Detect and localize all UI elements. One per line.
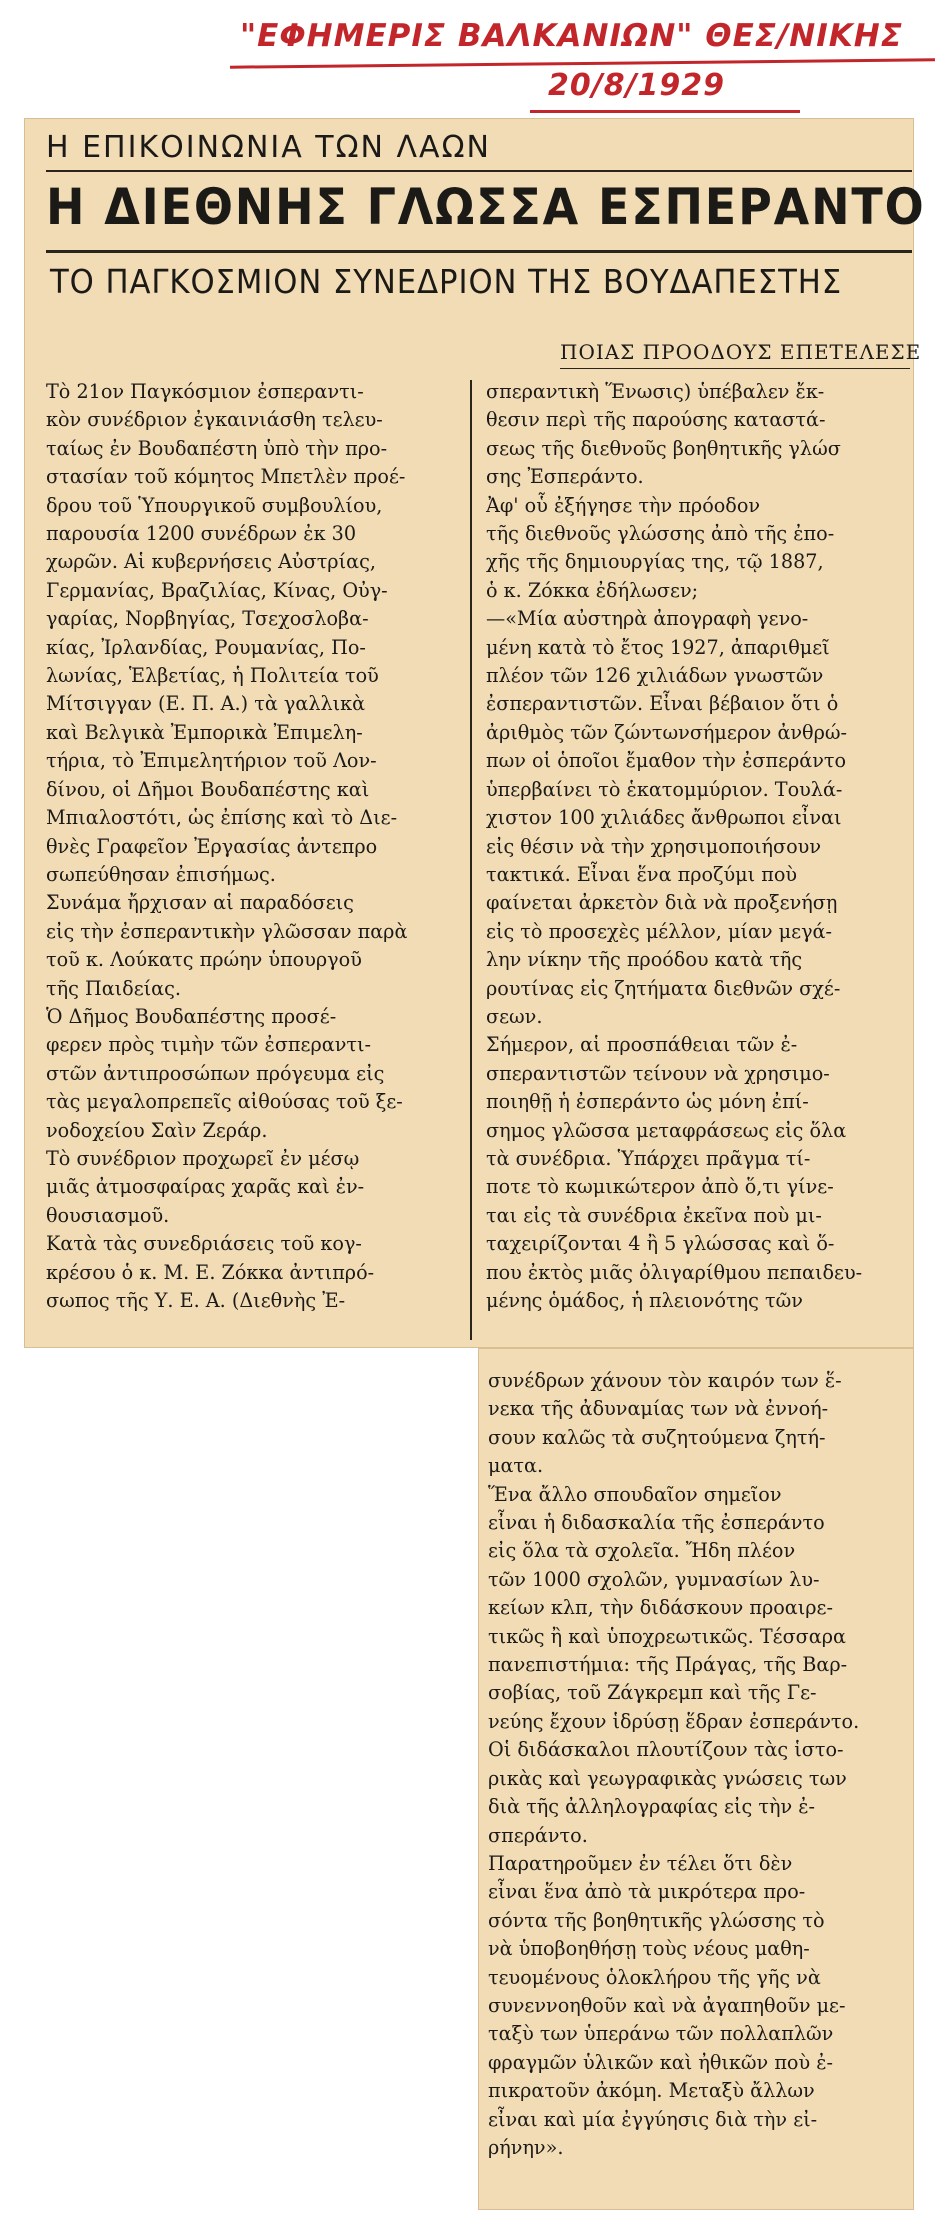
text-line: φερεν πρὸς τιμὴν τῶν ἐσπεραντι-	[46, 1033, 372, 1057]
text-line: εἰς τὸ προσεχὲς μέλλον, μίαν μεγά-	[486, 919, 833, 943]
text-line: σπεραντικὴ Ἕνωσις) ὑπέβαλεν ἔκ-	[486, 380, 825, 403]
text-line: σωπεύθησαν ἐπισήμως.	[46, 862, 276, 886]
text-line: ποτε τὸ κωμικώτερον ἀπὸ ὅ,τι γίνε-	[486, 1175, 834, 1199]
article-column-3	[488, 1367, 908, 2162]
text-line: Τὸ 21ον Παγκόσμιον ἐσπεραντι-	[46, 380, 364, 403]
text-line: εἰς τὴν ἐσπεραντικὴν γλῶσσαν παρὰ	[46, 919, 408, 943]
text-line: σεων.	[486, 1004, 543, 1028]
text-line: Τὸ συνέδριον προχωρεῖ ἐν μέσῳ	[46, 1146, 360, 1170]
text-line: σουν καλῶς τὰ συζητούμενα ζητή-	[488, 1425, 826, 1449]
article-column-1	[46, 378, 456, 1315]
text-line: τῆς Παιδείας.	[46, 976, 181, 1000]
text-line: εἶναι ἕνα ἀπὸ τὰ μικρότερα προ-	[488, 1880, 806, 1904]
text-line: ὑπερβαίνει τὸ ἑκατομμύριον. Τουλά-	[486, 777, 843, 801]
text-line: μιᾶς ἀτμοσφαίρας χαρᾶς καὶ ἐν-	[46, 1175, 365, 1199]
text-line: σης Ἐσπεράντο.	[486, 465, 644, 489]
text-line: Κατὰ τὰς συνεδριάσεις τοῦ κογ-	[46, 1232, 362, 1256]
text-line: παρουσία 1200 συνέδρων ἐκ 30	[46, 522, 357, 546]
text-line: κίας, Ἰρλανδίας, Ρουμανίας, Πο-	[46, 635, 366, 659]
text-line: στασίαν τοῦ κόμητος Μπετλὲν προέ-	[46, 465, 406, 489]
section-rule	[560, 368, 910, 369]
text-line: ταξὺ των ὑπεράνω τῶν πολλαπλῶν	[488, 2022, 834, 2046]
text-line: πων οἱ ὁποῖοι ἔμαθον τὴν ἐσπεράντο	[486, 749, 847, 773]
text-line: τὰ συνέδρια. Ὑπάρχει πρᾶγμα τί-	[486, 1146, 811, 1170]
text-line: ται εἰς τὰ συνέδρια ἐκεῖνα ποὺ μι-	[486, 1203, 822, 1227]
text-line: γαρίας, Νορβηγίας, Τσεχοσλοβα-	[46, 607, 369, 631]
text-line: ματα.	[488, 1454, 544, 1478]
text-line: τῶν 1000 σχολῶν, γυμνασίων λυ-	[488, 1567, 820, 1591]
text-line: εἶναι καὶ μία ἐγγύησις διὰ τὴν εἰ-	[488, 2107, 818, 2131]
text-line: συνεννοηθοῦν καὶ νὰ ἀγαπηθοῦν με-	[488, 1993, 846, 2017]
text-line: Σήμερον, αἱ προσπάθειαι τῶν ἐ-	[486, 1033, 798, 1057]
text-line: τικῶς ἢ καὶ ὑποχρεωτικῶς. Τέσσαρα	[488, 1624, 846, 1648]
kicker-rule	[46, 170, 912, 172]
text-line: κὸν συνέδριον ἐγκαινιάσθη τελευ-	[46, 408, 383, 432]
text-line: χῆς τῆς δημιουργίας της, τῷ 1887,	[486, 550, 824, 574]
text-line: που ἐκτὸς μιᾶς ὀλιγαρίθμου πεπαιδευ-	[486, 1260, 863, 1284]
text-line: σεως τῆς διεθνοῦς βοηθητικῆς γλώσ	[486, 436, 841, 460]
article-subheadline: ΤΟ ΠΑΓΚΟΣΜΙΟΝ ΣΥΝΕΔΡΙΟΝ ΤΗΣ ΒΟΥΔΑΠΕΣΤΗΣ	[50, 262, 843, 301]
text-line: σπεραντιστῶν τείνουν νὰ χρησιμο-	[486, 1061, 830, 1085]
text-line: Συνάμα ἤρχισαν αἱ παραδόσεις	[46, 891, 354, 915]
article-headline: Η ΔΙΕΘΝΗΣ ΓΛΩΣΣΑ ΕΣΠΕΡΑΝΤΟ	[46, 178, 926, 236]
text-line: διὰ τῆς ἀλληλογραφίας εἰς τὴν ἐ-	[488, 1795, 816, 1819]
text-line: ταχειρίζονται 4 ἢ 5 γλώσσας καὶ ὅ-	[486, 1232, 835, 1256]
date-annotation: 20/8/1929	[548, 68, 726, 103]
headline-rule	[46, 250, 912, 253]
text-line: ἐσπεραντιστῶν. Εἶναι βέβαιον ὅτι ὁ	[486, 692, 839, 716]
text-line: τήρια, τὸ Ἐπιμελητήριον τοῦ Λον-	[46, 749, 377, 773]
text-line: νοδοχείου Σαὶν Ζεράρ.	[46, 1118, 268, 1142]
text-line: ρουτίνας εἰς ζητήματα διεθνῶν σχέ-	[486, 976, 841, 1000]
text-line: ταίως ἐν Βουδαπέστη ὑπὸ τὴν προ-	[46, 436, 388, 460]
text-line: θνὲς Γραφεῖον Ἐργασίας ἀντεπρο	[46, 834, 378, 858]
text-line: κείων κλπ, τὴν διδάσκουν προαιρε-	[488, 1596, 833, 1620]
text-line: τῆς διεθνοῦς γλώσσης ἀπὸ τῆς ἐπο-	[486, 522, 835, 546]
text-line: χωρῶν. Αἱ κυβερνήσεις Αὐστρίας,	[46, 550, 376, 574]
text-line: πικρατοῦν ἀκόμη. Μεταξὺ ἄλλων	[488, 2079, 815, 2103]
text-line: λην νίκην τῆς προόδου κατὰ τῆς	[486, 948, 803, 972]
text-line: κρέσου ὁ κ. Μ. Ε. Ζόκκα ἀντιπρό-	[46, 1260, 375, 1284]
text-line: μένης ὁμάδος, ἡ πλειονότης τῶν	[486, 1289, 803, 1312]
text-line: συνέδρων χάνουν τὸν καιρόν των ἕ-	[488, 1369, 842, 1392]
text-line: καὶ Βελγικὰ Ἐμπορικὰ Ἐπιμελη-	[46, 720, 363, 744]
text-line: ρικὰς καὶ γεωγραφικὰς γνώσεις των	[488, 1766, 847, 1790]
text-line: δρου τοῦ Ὑπουργικοῦ συμβουλίου,	[46, 493, 383, 517]
text-line: λωνίας, Ἑλβετίας, ἡ Πολιτεία τοῦ	[46, 664, 379, 688]
text-line: φαίνεται ἀρκετὸν διὰ νὰ προξενήσῃ	[486, 891, 838, 915]
text-line: εἰς ὅλα τὰ σχολεῖα. Ἤδη πλέον	[488, 1539, 796, 1563]
text-line: εἶναι ἡ διδασκαλία τῆς ἐσπεράντο	[488, 1511, 825, 1535]
text-line: τὰς μεγαλοπρεπεῖς αἰθούσας τοῦ ξε-	[46, 1090, 403, 1114]
date-underline	[530, 110, 800, 113]
section-title: ΠΟΙΑΣ ΠΡΟΟΔΟΥΣ ΕΠΕΤΕΛΕΣΕ	[560, 340, 922, 364]
text-line: ἀριθμὸς τῶν ζώντωνσήμερον ἀνθρώ-	[486, 720, 848, 744]
source-annotation: "ΕΦΗΜΕΡΙΣ ΒΑΛΚΑΝΙΩΝ" ΘΕΣ/ΝΙΚΗΣ	[240, 18, 903, 54]
text-line: χιστον 100 χιλιάδες ἄνθρωποι εἶναι	[486, 806, 842, 830]
text-line: ὁ κ. Ζόκκα ἐδήλωσεν;	[486, 578, 699, 602]
text-line: Μίτσιγγαν (Ε. Π. Α.) τὰ γαλλικὰ	[46, 692, 366, 716]
text-line: τευομένους ὁλοκλήρου τῆς γῆς νὰ	[488, 1965, 821, 1989]
text-line: σπεράντο.	[488, 1823, 588, 1847]
text-line: Γερμανίας, Βραζιλίας, Κίνας, Οὐγ-	[46, 578, 388, 602]
text-line: Παρατηροῦμεν ἐν τέλει ὅτι δὲν	[488, 1851, 793, 1875]
text-line: πανεπιστήμια: τῆς Πράγας, τῆς Βαρ-	[488, 1653, 848, 1677]
text-line: πλέον τῶν 126 χιλιάδων γνωστῶν	[486, 664, 824, 688]
text-line: σημος γλῶσσα μεταφράσεως εἰς ὅλα	[486, 1118, 847, 1142]
text-line: ποιηθῇ ἡ ἐσπεράντο ὡς μόνη ἐπί-	[486, 1090, 809, 1114]
article-column-2	[486, 378, 910, 1315]
text-line: στῶν ἀντιπροσώπων πρόγευμα εἰς	[46, 1061, 385, 1085]
text-line: τακτικά. Εἶναι ἕνα προζύμι ποὺ	[486, 862, 798, 886]
text-line: σοβίας, τοῦ Ζάγκρεμπ καὶ τῆς Γε-	[488, 1681, 817, 1705]
text-line: φραγμῶν ὑλικῶν καὶ ἠθικῶν ποὺ ἐ-	[488, 2050, 834, 2074]
article-kicker: Η ΕΠΙΚΟΙΝΩΝΙΑ ΤΩΝ ΛΑΩΝ	[46, 130, 491, 165]
text-line: σόντα τῆς βοηθητικῆς γλώσσης τὸ	[488, 1908, 825, 1932]
text-line: ρήνην».	[488, 2135, 564, 2159]
text-line: Μπιαλοστότι, ὡς ἐπίσης καὶ τὸ Διε-	[46, 806, 398, 830]
text-line: —«Μία αὐστηρὰ ἀπογραφὴ γενο-	[486, 607, 809, 631]
text-line: νὰ ὑποβοηθήσῃ τοὺς νέους μαθη-	[488, 1937, 810, 1961]
text-line: μένη κατὰ τὸ ἔτος 1927, ἀπαριθμεῖ	[486, 635, 830, 659]
text-line: τοῦ κ. Λούκατς πρώην ὑπουργοῦ	[46, 948, 362, 972]
text-line: εἰς θέσιν νὰ τὴν χρησιμοποιήσουν	[486, 834, 821, 858]
text-line: νεύης ἔχουν ἱδρύσῃ ἕδραν ἐσπεράντο.	[488, 1709, 860, 1733]
text-line: σωπος τῆς Υ. Ε. Α. (Διεθνὴς Ἐ-	[46, 1289, 346, 1312]
text-line: Ἀφ' οὗ ἐξήγησε τὴν πρόοδον	[486, 493, 761, 517]
text-line: νεκα τῆς ἀδυναμίας των νὰ ἐννοή-	[488, 1397, 829, 1421]
column-divider	[470, 380, 472, 1340]
text-line: θουσιασμοῦ.	[46, 1203, 170, 1227]
text-line: Οἱ διδάσκαλοι πλουτίζουν τὰς ἱστο-	[488, 1738, 844, 1762]
text-line: Ἕνα ἄλλο σπουδαῖον σημεῖον	[488, 1482, 782, 1506]
text-line: θεσιν περὶ τῆς παρούσης καταστά-	[486, 408, 826, 432]
text-line: Ὁ Δῆμος Βουδαπέστης προσέ-	[46, 1004, 337, 1028]
text-line: δίνου, οἱ Δῆμοι Βουδαπέστης καὶ	[46, 777, 370, 801]
